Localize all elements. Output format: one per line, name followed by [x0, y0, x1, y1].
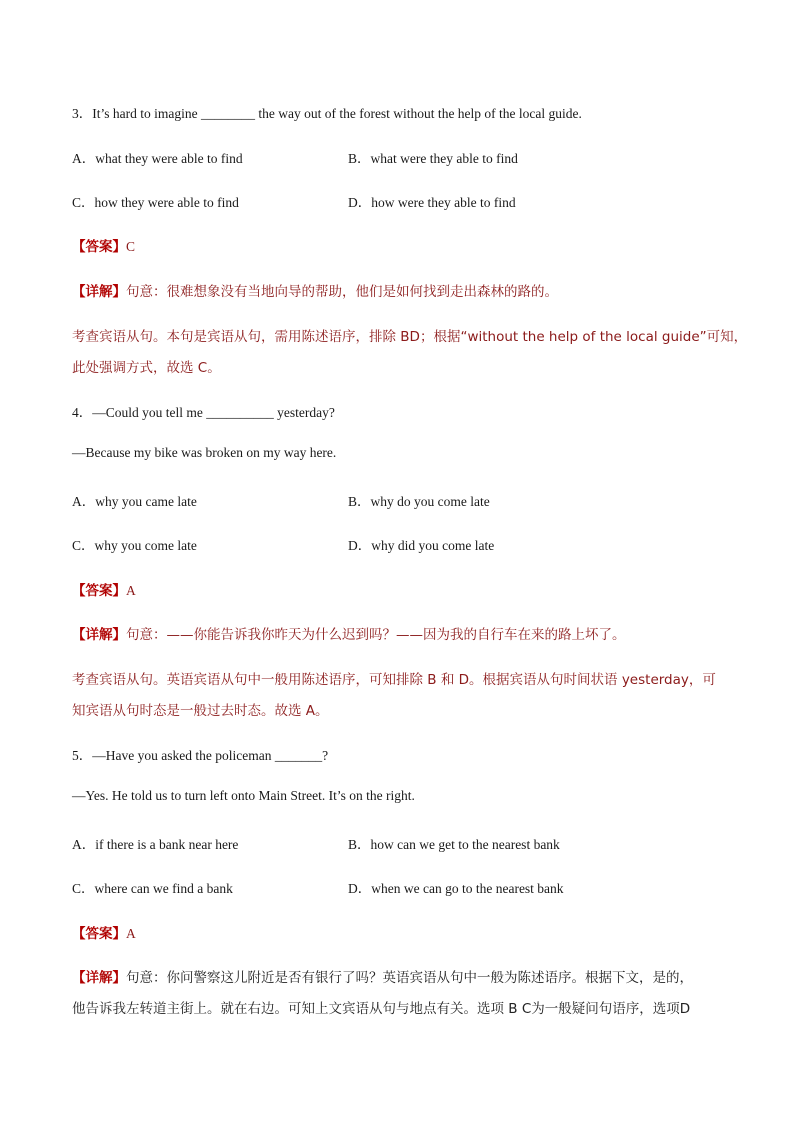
question-4-stem: 4．—Could you tell me __________ yesterday?: [72, 405, 335, 420]
q5-option-a: A．if there is a bank near here: [72, 837, 239, 852]
answer-value: A: [126, 926, 136, 941]
question-5-stem: 5．—Have you asked the policeman _______?: [72, 748, 329, 763]
q4-option-c: C．why you come late: [72, 538, 197, 553]
q3-analysis-line-2: 此处强调方式，故选 C。: [72, 360, 221, 376]
detail-tag: 【详解】: [72, 970, 126, 986]
answer-tag: 【答案】: [72, 583, 126, 599]
question-3-stem: 3．It’s hard to imagine ________ the way out of the forest without the help of the local guide.: [72, 106, 582, 121]
q4-analysis-line-2: 知宾语从句时态是一般过去时态。故选 A。: [72, 703, 329, 719]
question-5-response: —Yes. He told us to turn left onto Main Street. It’s on the right.: [72, 788, 415, 803]
answer-tag: 【答案】: [72, 926, 126, 942]
q4-detail: [72, 623, 626, 643]
question-4-response: —Because my bike was broken on my way here.: [72, 445, 337, 460]
answer-value: A: [126, 583, 136, 598]
q3-option-c: C．how they were able to find: [72, 195, 239, 210]
detail-text: 句意：——你能告诉我你昨天为什么迟到吗？——因为我的自行车在来的路上坏了。: [126, 627, 626, 643]
q5-detail-line-2: 他告诉我左转道主街上。就在右边。可知上文宾语从句与地点有关。选项 B C为一般疑问句语序，选项D: [72, 1001, 691, 1017]
q3-detail: [72, 280, 558, 300]
q3-option-d: D．how were they able to find: [348, 195, 516, 210]
q5-option-c: C．where can we find a bank: [72, 881, 233, 896]
q5-option-d: D．when we can go to the nearest bank: [348, 881, 564, 896]
q5-detail: [72, 966, 693, 986]
detail-tag: 【详解】: [72, 284, 126, 300]
detail-tag: 【详解】: [72, 627, 126, 643]
q3-option-b: B．what were they able to find: [348, 151, 518, 166]
q3-answer: [72, 235, 135, 255]
q4-analysis-line-1: 考查宾语从句。英语宾语从句中一般用陈述语序，可知排除 B 和 D。根据宾语从句时间状语 yesterday，可: [72, 672, 716, 688]
q5-option-b: B．how can we get to the nearest bank: [348, 837, 560, 852]
q3-analysis-line-1: 考查宾语从句。本句是宾语从句，需用陈述语序，排除 BD；根据“without the help of the local guide”可知，: [72, 329, 748, 345]
detail-text: 句意：很难想象没有当地向导的帮助，他们是如何找到走出森林的路的。: [126, 284, 558, 300]
detail-text: 句意：你问警察这儿附近是否有银行了吗？英语宾语从句中一般为陈述语序。根据下文，是的，: [126, 970, 693, 986]
q4-option-d: D．why did you come late: [348, 538, 495, 553]
answer-tag: 【答案】: [72, 239, 126, 255]
q5-answer: [72, 922, 136, 942]
answer-value: C: [126, 239, 136, 254]
q3-option-a: A．what they were able to find: [72, 151, 243, 166]
q4-answer: [72, 579, 136, 599]
q4-option-b: B．why do you come late: [348, 494, 490, 509]
q4-option-a: A．why you came late: [72, 494, 197, 509]
